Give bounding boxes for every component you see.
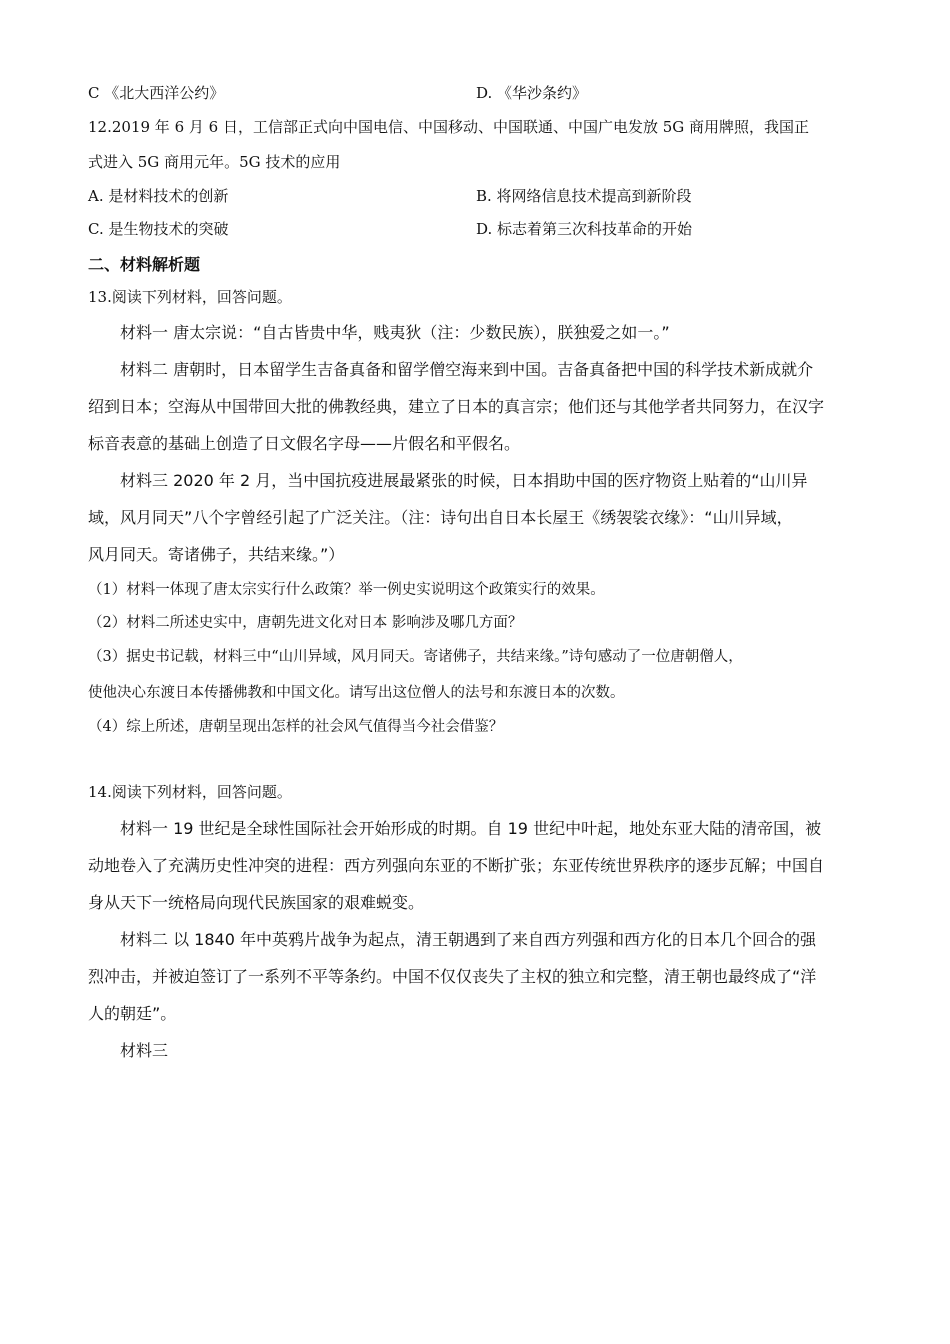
q13-material-2-line2: 绍到日本；空海从中国带回大批的佛教经典，建立了日本的真言宗；他们还与其他学者共同努力，在汉字 — [88, 397, 825, 416]
q12-option-a: A. 是材料技术的创新 — [88, 187, 229, 205]
q13-sub-question-3-line2: 使他决心东渡日本传播佛教和中国文化。请写出这位僧人的法号和东渡日本的次数。 — [88, 685, 625, 701]
q12-stem-line2: 式进入 5G 商用元年。5G 技术的应用 — [88, 153, 341, 171]
q13-material-3-line2: 域，风月同天”八个字曾经引起了广泛关注。（注：诗句出自日本长屋王《绣袈裟衣缘》：“山川异域， — [88, 508, 793, 527]
q13-material-2-line3: 标音表意的基础上创造了日文假名字母——片假名和平假名。 — [88, 434, 521, 453]
q14-stem: 14.阅读下列材料，回答问题。 — [88, 783, 292, 801]
q12-option-c: C. 是生物技术的突破 — [88, 220, 229, 238]
q13-material-3-line3: 风月同天。寄诸佛子，共结来缘。”） — [88, 545, 345, 564]
q12-option-b: B. 将网络信息技术提高到新阶段 — [476, 187, 692, 205]
section-title: 二、材料解析题 — [88, 255, 201, 274]
q14-material-3-label: 材料三 — [120, 1041, 169, 1060]
q13-sub-question-1: （1）材料一体现了唐太宗实行什么政策？举一例史实说明这个政策实行的效果。 — [88, 582, 605, 598]
q14-material-1-line1: 材料一 19 世纪是全球性国际社会开始形成的时期。自 19 世纪中叶起，地处东亚大陆的清帝国，被 — [120, 819, 822, 838]
q14-material-2-line1: 材料二 以 1840 年中英鸦片战争为起点，清王朝遇到了来自西方列强和西方化的日本几个回合的强 — [120, 930, 816, 949]
q14-material-2-line3: 人的朝廷”。 — [88, 1004, 177, 1023]
q11-option-d: D. 《华沙条约》 — [476, 84, 588, 102]
q12-stem-line1: 12.2019 年 6 月 6 日，工信部正式向中国电信、中国移动、中国联通、中国广电发放 5G 商用牌照，我国正 — [88, 118, 810, 136]
q13-material-3-line1: 材料三 2020 年 2 月，当中国抗疫进展最紧张的时候，日本捐助中国的医疗物资上贴着的“山川异 — [120, 471, 808, 490]
q14-material-2-line2: 烈冲击，并被迫签订了一系列不平等条约。中国不仅仅丧失了主权的独立和完整，清王朝也最终成了“洋 — [88, 967, 817, 986]
q13-sub-question-3-line1: （3）据史书记载，材料三中“山川异域，风月同天。寄诸佛子，共结来缘。”诗句感动了一位唐朝僧人， — [88, 649, 743, 665]
q11-option-c: C 《北大西洋公约》 — [88, 84, 225, 102]
q13-sub-question-2: （2）材料二所述史实中，唐朝先进文化对日本 影响涉及哪几方面？ — [88, 615, 523, 631]
q13-stem: 13.阅读下列材料，回答问题。 — [88, 288, 292, 306]
q14-material-1-line2: 动地卷入了充满历史性冲突的进程：西方列强向东亚的不断扩张；东亚传统世界秩序的逐步瓦解；中国自 — [88, 856, 825, 875]
q12-option-d: D. 标志着第三次科技革命的开始 — [476, 220, 693, 238]
q14-material-1-line3: 身从天下一统格局向现代民族国家的艰难蜕变。 — [88, 893, 425, 912]
q13-material-2-line1: 材料二 唐朝时，日本留学生吉备真备和留学僧空海来到中国。吉备真备把中国的科学技术新成就介 — [120, 360, 814, 379]
q13-sub-question-4: （4）综上所述，唐朝呈现出怎样的社会风气值得当今社会借鉴？ — [88, 719, 504, 735]
q13-material-1: 材料一 唐太宗说：“自古皆贵中华，贱夷狄（注：少数民族），朕独爱之如一。” — [120, 323, 670, 342]
